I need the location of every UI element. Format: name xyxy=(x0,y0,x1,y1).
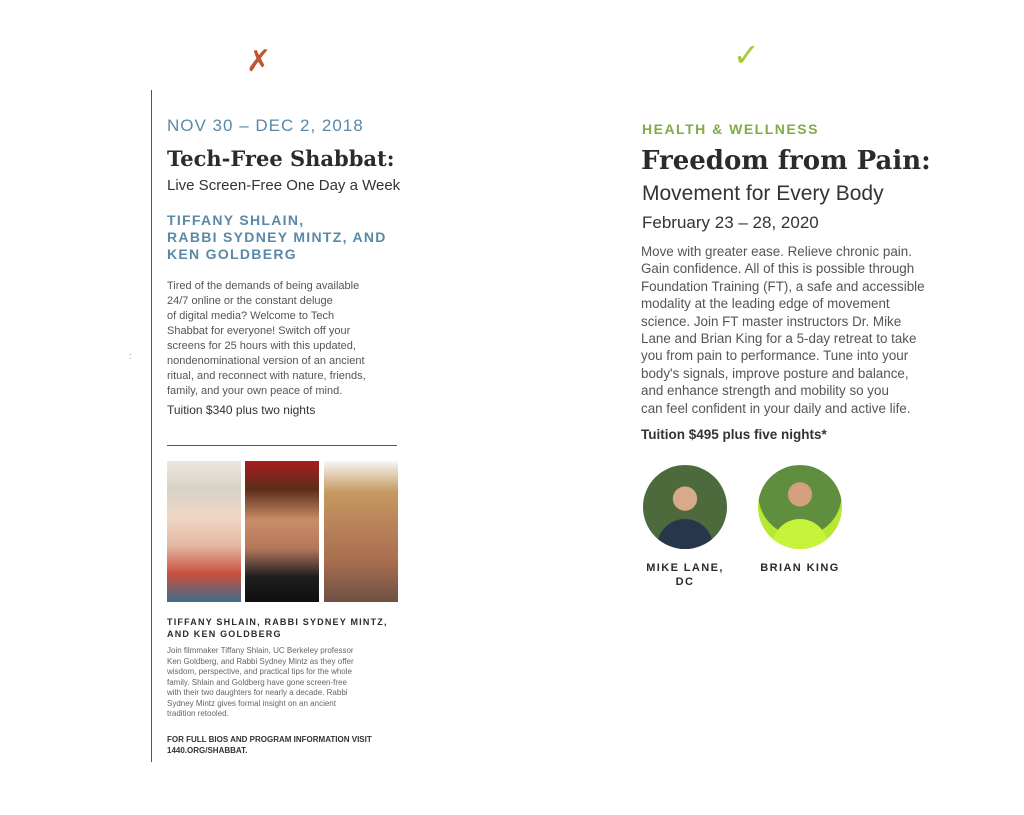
presenter-photo-tiffany xyxy=(167,461,241,602)
instructor-name xyxy=(752,561,848,575)
check-mark-icon: ✓ xyxy=(733,36,760,74)
event-title: Tech-Free Shabbat: xyxy=(167,146,395,171)
caption-line: wisdom, perspective, and practical tips for the whole xyxy=(167,667,352,676)
description-line: 24/7 online or the constant deluge xyxy=(167,295,333,307)
description-line: screens for 25 hours with this updated, xyxy=(167,340,356,352)
retreat-subtitle: Movement for Every Body xyxy=(642,182,884,205)
caption-body xyxy=(167,646,399,720)
caption-title-line: AND KEN GOLDBERG xyxy=(167,629,282,639)
presenters-line: KEN GOLDBERG xyxy=(167,246,297,262)
category-label: HEALTH & WELLNESS xyxy=(642,121,819,137)
description-line: Gain confidence. All of this is possible through xyxy=(641,261,915,277)
instructor-name-line: DC xyxy=(675,576,695,588)
caption-line: with their two daughters for nearly a decade. Rabbi xyxy=(167,688,348,697)
event-description xyxy=(167,279,397,399)
caption-line: tradition retooled. xyxy=(167,709,229,718)
retreat-description xyxy=(641,243,941,417)
presenters-line: RABBI SYDNEY MINTZ, AND xyxy=(167,229,387,245)
instructor-name-line: BRIAN KING xyxy=(760,562,840,574)
description-line: you from pain to performance. Tune into your xyxy=(641,348,909,364)
description-line: can feel confident in your daily and active life. xyxy=(641,400,911,416)
description-line: modality at the leading edge of movement xyxy=(641,296,890,312)
retreat-title: Freedom from Pain: xyxy=(641,146,931,176)
description-line: and enhance strength and mobility so you xyxy=(641,383,889,399)
description-line: Foundation Training (FT), a safe and accessible xyxy=(641,278,925,294)
description-line: body's signals, improve posture and balance, xyxy=(641,365,909,381)
description-line: Move with greater ease. Relieve chronic pain. xyxy=(641,244,912,259)
wrong-mark-icon: ✗ xyxy=(246,44,272,79)
presenter-photo-sydney xyxy=(245,461,319,602)
stray-mark: : xyxy=(129,351,132,361)
caption-line: Ken Goldberg, and Rabbi Sydney Mintz as they offer xyxy=(167,656,354,666)
program-info-link-text xyxy=(167,734,402,756)
visit-line: FOR FULL BIOS AND PROGRAM INFORMATION VISIT xyxy=(167,735,372,744)
caption-title-line: TIFFANY SHLAIN, RABBI SYDNEY MINTZ, xyxy=(167,617,388,627)
caption-line: Join filmmaker Tiffany Shlain, UC Berkeley professor xyxy=(167,646,354,655)
divider xyxy=(167,445,397,446)
caption-title xyxy=(167,616,402,640)
instructor-name-line: MIKE LANE, xyxy=(646,562,724,574)
presenter-photo-ken xyxy=(324,461,398,602)
caption-line: family. Shlain and Goldberg have gone screen-free xyxy=(167,677,347,687)
presenters-heading xyxy=(167,212,407,263)
event-date: NOV 30 – DEC 2, 2018 xyxy=(167,116,364,135)
caption-line: Sydney Mintz gives formal insight on an ancient xyxy=(167,698,336,708)
description-line: of digital media? Welcome to Tech xyxy=(167,310,335,322)
instructor-name xyxy=(641,561,729,589)
retreat-dates: February 23 – 28, 2020 xyxy=(642,213,819,232)
avatar-shirt xyxy=(772,519,828,549)
presenters-line: TIFFANY SHLAIN, xyxy=(167,212,305,228)
tuition-text: Tuition $495 plus five nights* xyxy=(641,427,827,442)
event-subtitle: Live Screen-Free One Day a Week xyxy=(167,177,401,194)
visit-line: 1440.ORG/SHABBAT. xyxy=(167,746,248,755)
left-vertical-rule xyxy=(151,90,152,762)
avatar-shirt xyxy=(657,519,713,549)
description-line: ritual, and reconnect with nature, friends, xyxy=(167,370,366,382)
description-line: science. Join FT master instructors Dr. Mike xyxy=(641,313,902,329)
description-line: nondenominational version of an ancient xyxy=(167,355,365,367)
description-line: Tired of the demands of being available xyxy=(167,280,360,292)
description-line: Shabbat for everyone! Switch off your xyxy=(167,325,351,337)
instructor-avatar-mike-lane xyxy=(643,465,727,549)
tuition-text: Tuition $340 plus two nights xyxy=(167,403,316,417)
instructor-avatar-brian-king xyxy=(758,465,842,549)
description-line: Lane and Brian King for a 5-day retreat to take xyxy=(641,331,917,347)
description-line: family, and your own peace of mind. xyxy=(167,385,343,397)
